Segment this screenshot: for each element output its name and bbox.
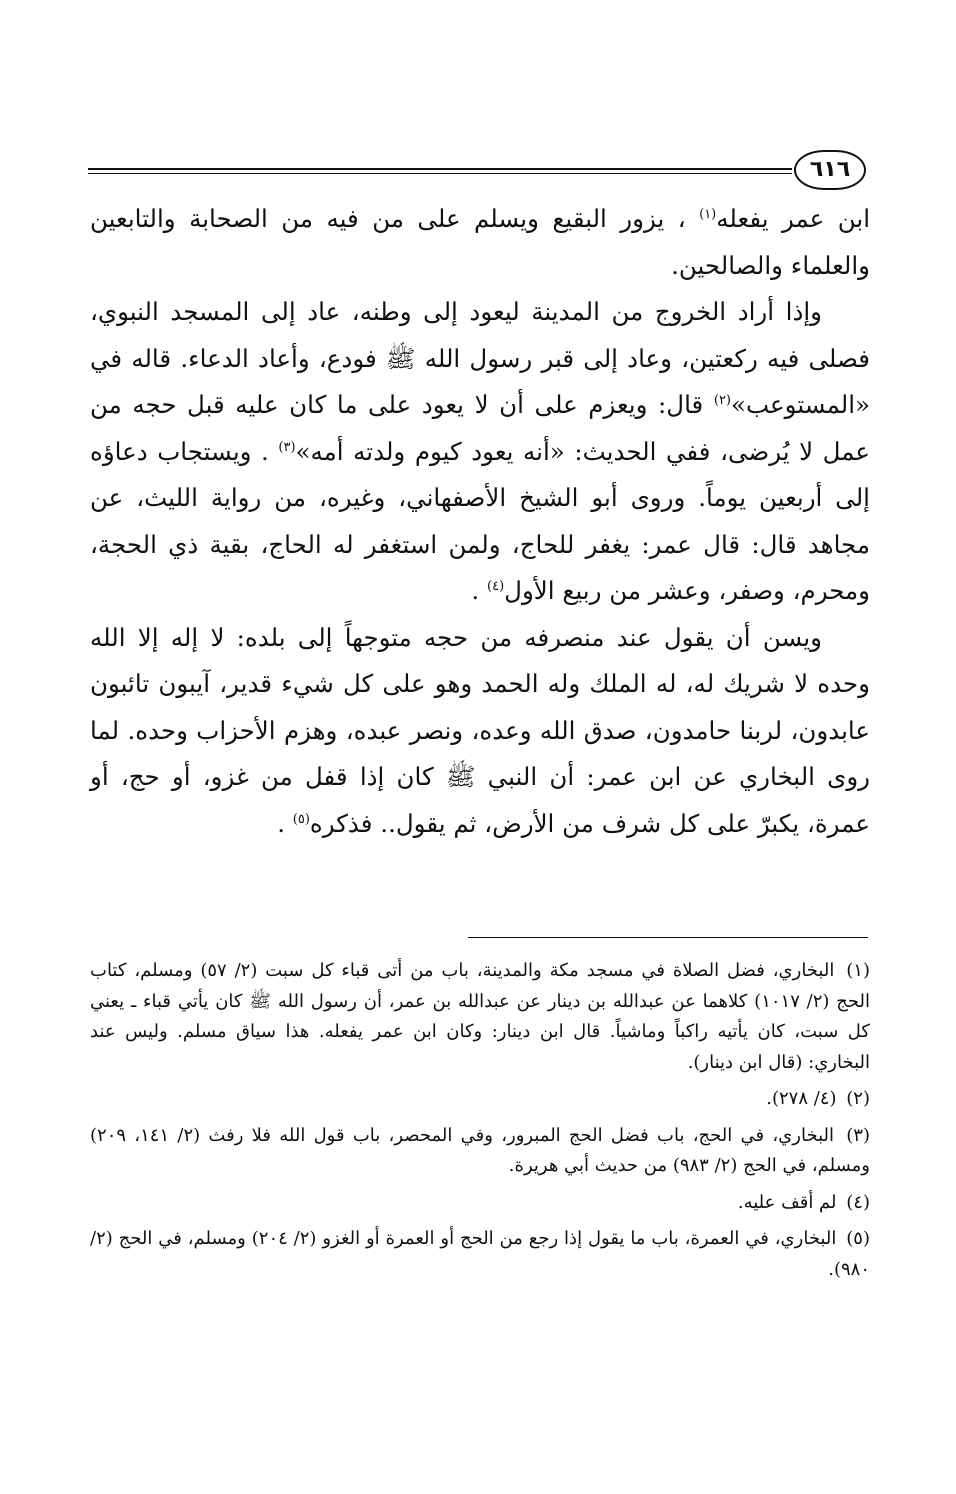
page-header <box>88 150 872 194</box>
footnote-3 <box>90 1121 870 1182</box>
paragraph-1-text: ابن عمر يفعله <box>716 204 870 233</box>
footnote-1-number: (١) <box>846 960 870 981</box>
footnote-5-text: البخاري، في العمرة، باب ما يقول إذا رجع من الحج أو العمرة أو الغزو (٢/ ٢٠٤) ومسلم، في الحج (٢/ ٩٨٠). <box>90 1228 870 1280</box>
footnote-separator <box>468 937 868 938</box>
paragraph-2 <box>90 289 870 615</box>
footnote-3-number: (٣) <box>846 1124 870 1146</box>
paragraph-3 <box>90 615 870 848</box>
footnotes <box>90 956 870 1291</box>
paragraph-2-text-2: قال: ويعزم على أن لا يعود على ما كان عليه قبل حجه من عمل لا يُرضى، ففي الحديث: «أنه يعود كيوم ولدته أمه» <box>90 390 870 466</box>
footnote-ref-4[interactable]: (٤) <box>487 578 505 594</box>
footnote-4-text: لم أقف عليه. <box>737 1191 837 1213</box>
footnote-5 <box>90 1224 870 1285</box>
paragraph-2-text-4: . <box>471 576 487 605</box>
page-number: ٦١٦ <box>794 150 866 190</box>
paragraph-2-text: وإذا أراد الخروج من المدينة ليعود إلى وطنه، عاد إلى المسجد النبوي، فصلى فيه ركعتين، وعاد إلى قبر رسول الله ﷺ فودع، وأعاد الدعاء. قاله في «المستوعب» <box>90 297 870 419</box>
footnote-ref-5[interactable]: (٥) <box>292 811 310 827</box>
paragraph-1-text-2: ، يزور البقيع ويسلم على من فيه من الصحابة والتابعين والعلماء والصالحين. <box>90 204 870 280</box>
footnote-3-text: البخاري، في الحج، باب فضل الحج المبرور، وفي المحصر، باب قول الله فلا رفث (٢/ ١٤١، ٢٠٩) ومسلم، في الحج (٢/ ٩٨٣) من حديث أبي هريرة. <box>90 1124 870 1176</box>
footnote-2-text: (٤/ ٢٧٨). <box>766 1088 837 1109</box>
paragraph-3-text-2: . <box>277 808 293 838</box>
footnote-ref-3[interactable]: (٣) <box>278 439 296 455</box>
footnote-ref-1[interactable]: (١) <box>699 206 717 222</box>
paragraph-2-text-3: . ويستجاب دعاؤه إلى أربعين يوماً. وروى أبو الشيخ الأصفهاني، وغيره، من رواية الليث، عن مجاهد قال: قال عمر: يغفر للحاج، ولمن استغفر له الحاج، بقية ذي الحجة، ومحرم، وصفر، وعشر من ربيع الأول <box>90 436 870 605</box>
main-text <box>90 196 870 847</box>
paragraph-1 <box>90 196 870 289</box>
footnote-4-number: (٤) <box>846 1191 870 1213</box>
footnote-1-text: البخاري، فضل الصلاة في مسجد مكة والمدينة، باب من أتى قباء كل سبت (٢/ ٥٧) ومسلم، كتاب الحج (٢/ ١٠١٧) كلاهما عن عبدالله بن دينار عن عبدالله بن عمر، أن رسول الله ﷺ كان يأتي قباء ـ يعني كل سبت، كان يأتيه راكباً وماشياً. قال ابن دينار: وكان ابن عمر يفعله. هذا سياق مسلم. وليس عند البخاري: (قال ابن دينار). <box>90 960 870 1073</box>
footnote-2 <box>90 1084 870 1115</box>
footnote-1 <box>90 956 870 1078</box>
footnote-5-number: (٥) <box>846 1228 870 1249</box>
footnote-4 <box>90 1188 870 1219</box>
footnote-2-number: (٢) <box>846 1088 870 1109</box>
footnote-ref-2[interactable]: (٢) <box>713 392 731 408</box>
header-rule <box>88 168 792 174</box>
paragraph-3-text: ويسن أن يقول عند منصرفه من حجه متوجهاً إلى بلده: لا إله إلا الله وحده لا شريك له، له الملك وله الحمد وهو على كل شيء قدير، آيبون تائبون عابدون، لربنا حامدون، صدق الله وعده، ونصر عبده، وهزم الأحزاب وحده. لما روى البخاري عن ابن عمر: أن النبي ﷺ كان إذا قفل من غزو، أو حج، أو عمرة، يكبرّ على كل شرف من الأرض، ثم يقول.. فذكره <box>90 622 870 838</box>
